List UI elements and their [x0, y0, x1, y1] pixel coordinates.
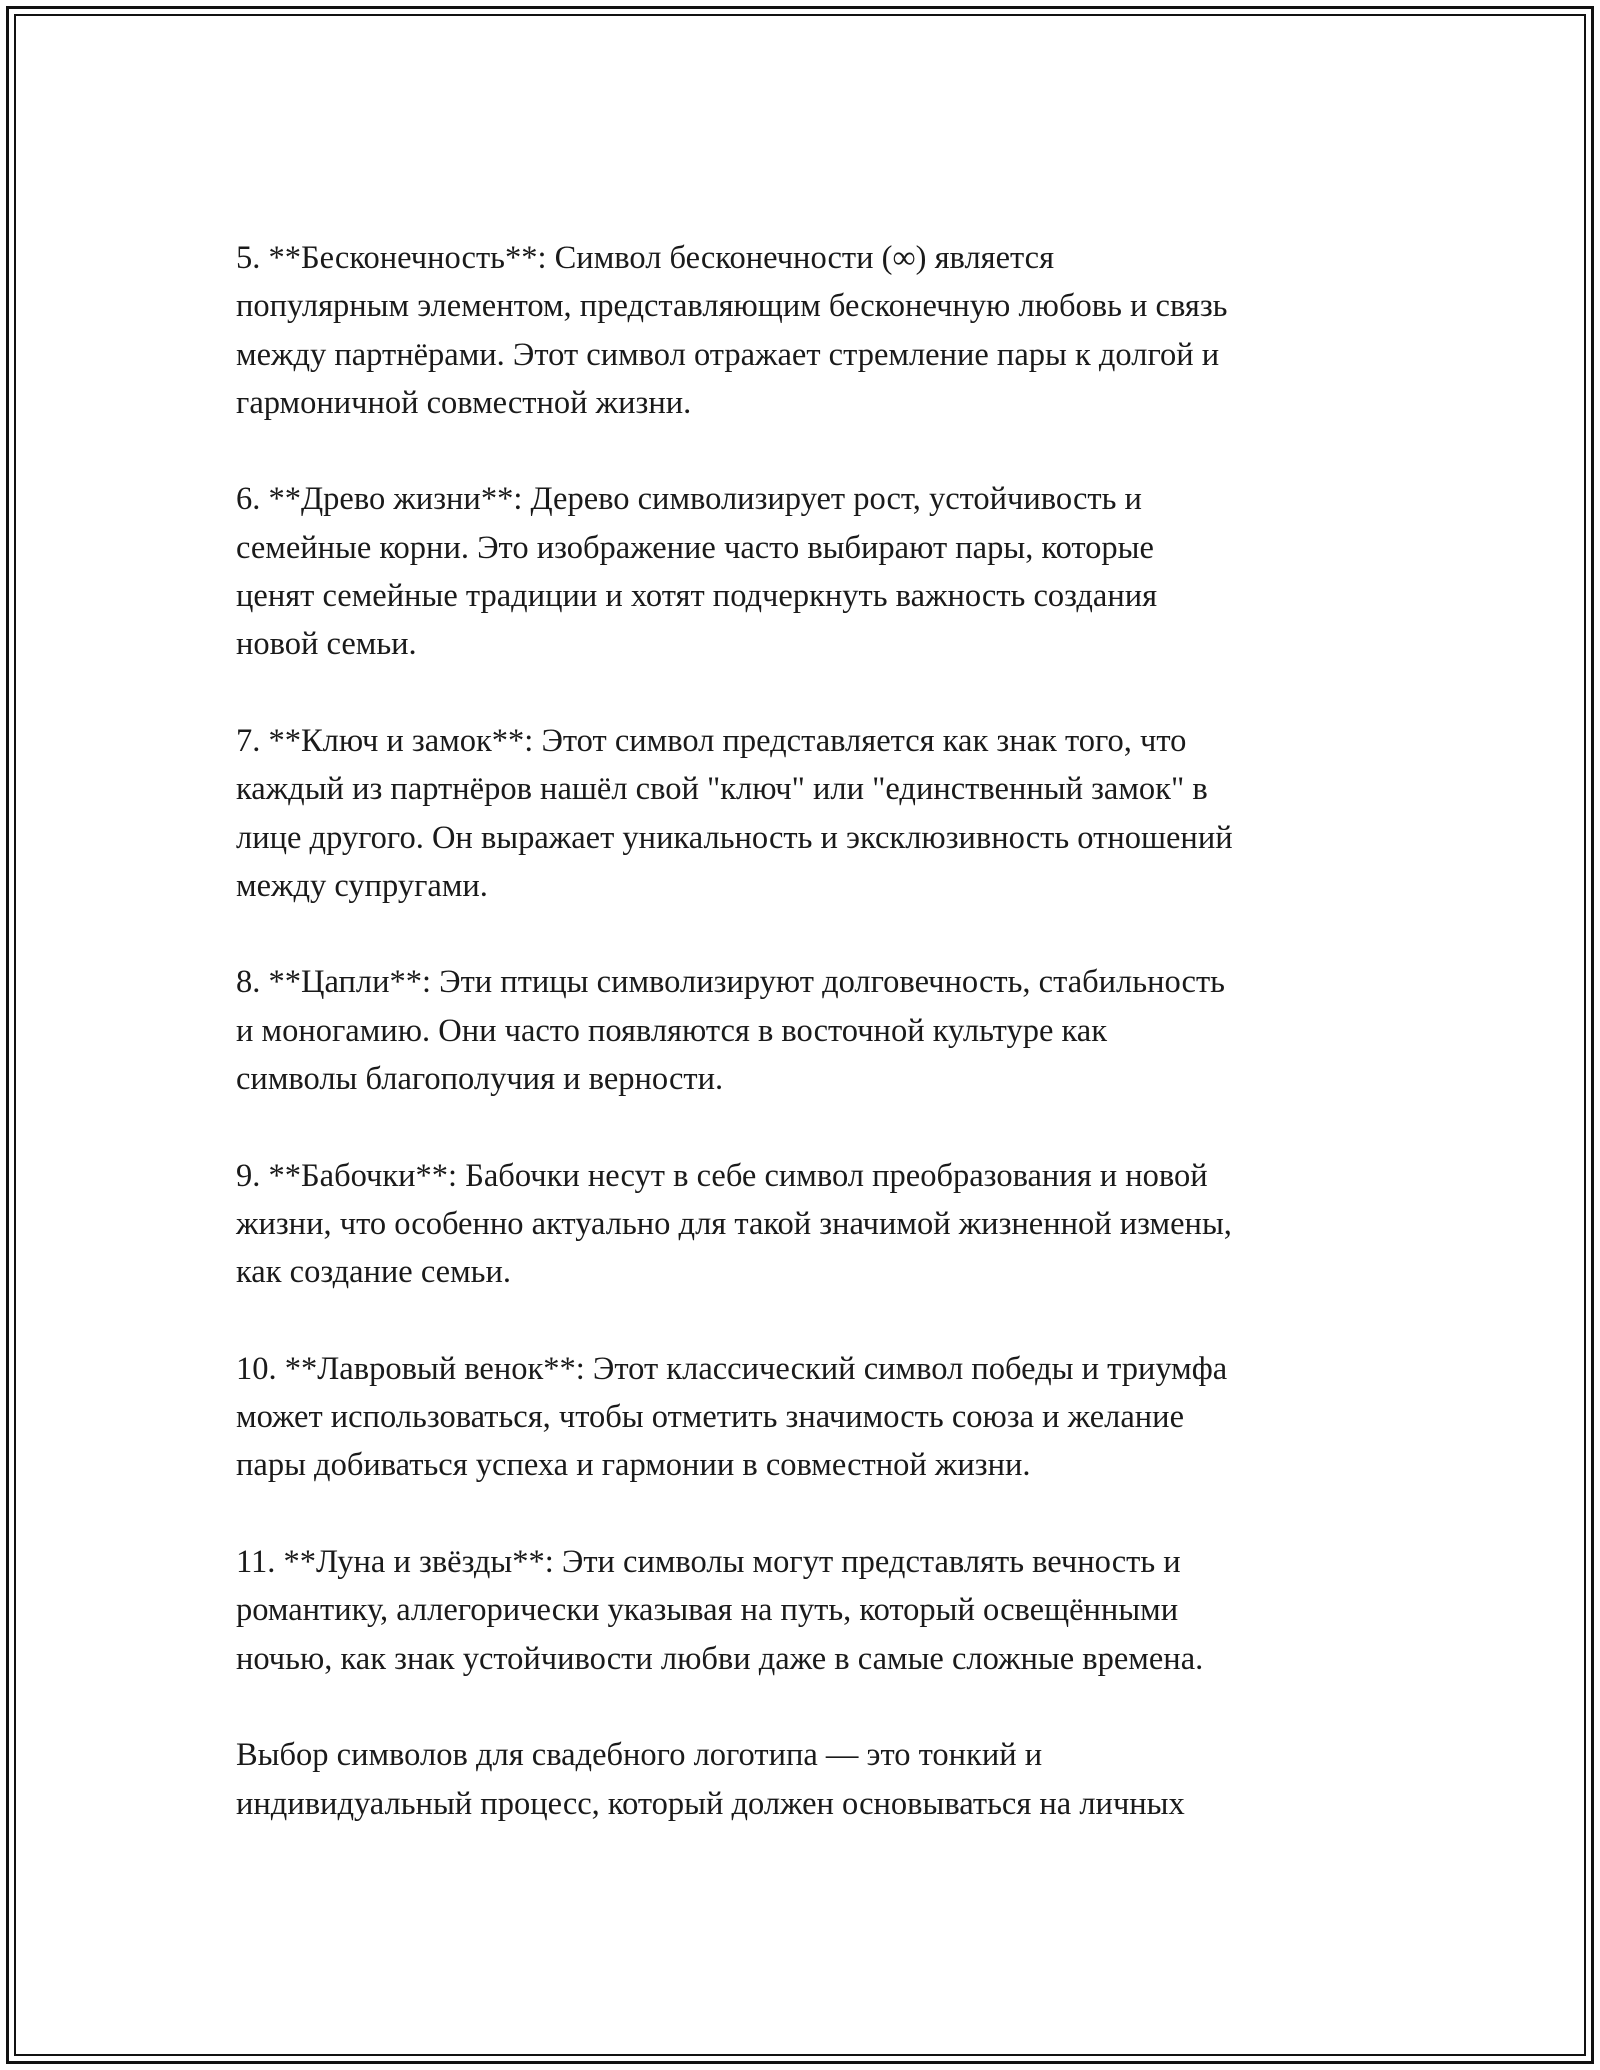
- paragraph-conclusion: Выбор символов для свадебного логотипа — это тонкий и индивидуальный процесс, который должен основываться на личных: [236, 1737, 1185, 1822]
- paragraph-moon-and-stars: 11. **Луна и звёзды**: Эти символы могут представлять вечность и романтику, аллегорически указывая на путь, который освещёнными ночью, как знак устойчивости любви даже в самые сложные времена.: [236, 1544, 1204, 1677]
- paragraph-laurel-wreath: 10. **Лавровый венок**: Этот классический символ победы и триумфа может использоваться, чтобы отметить значимость союза и желание пары добиваться успеха и гармонии в совместной жизни.: [236, 1350, 1228, 1484]
- paragraph-herons: 8. **Цапли**: Эти птицы символизируют долговечность, стабильность и моногамию. Они часто появляются в восточной культуре как символы благополучия и верности.: [236, 964, 1225, 1098]
- paragraph-butterflies: 9. **Бабочки**: Бабочки несут в себе символ преобразования и новой жизни, что особенно актуально для такой значимой жизненной измены, как создание семьи.: [236, 1157, 1232, 1291]
- document-body: [236, 234, 1386, 1876]
- paragraph-tree-of-life: 6. **Древо жизни**: Дерево символизирует рост, устойчивость и семейные корни. Это изображение часто выбирают пары, которые ценят семейные традиции и хотят подчеркнуть важность создания новой семьи.: [236, 481, 1158, 663]
- paragraph-key-and-lock: 7. **Ключ и замок**: Этот символ представляется как знак того, что каждый из партнёров нашёл свой "ключ" или "единственный замок" в лице другого. Он выражает уникальность и эксклюзивность отношений между супругами.: [236, 722, 1233, 904]
- paragraph-infinity: 5. **Бесконечность**: Символ бесконечности (∞) является популярным элементом, представляющим бесконечную любовь и связь между партнёрами. Этот символ отражает стремление пары к долгой и гармоничной совместной жизни.: [236, 240, 1228, 421]
